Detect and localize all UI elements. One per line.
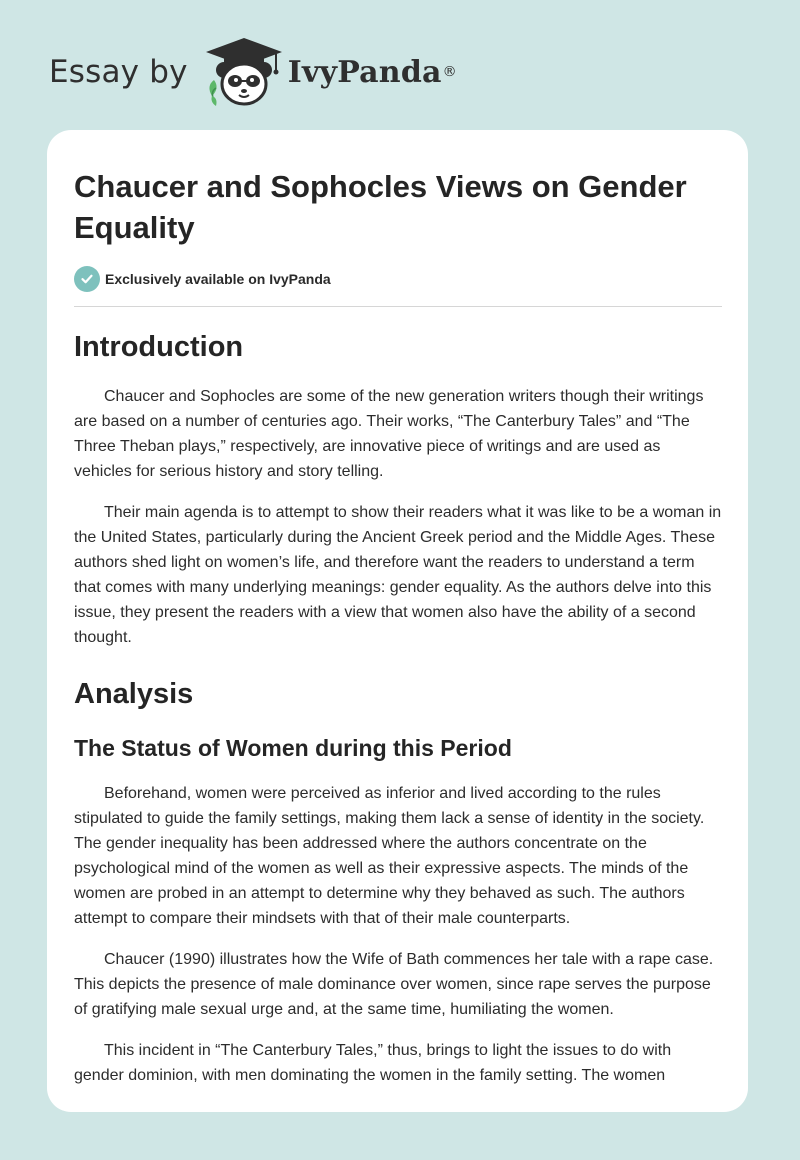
- registered-mark: ®: [442, 64, 457, 80]
- divider: [74, 306, 722, 307]
- exclusive-label: Exclusively available on IvyPanda: [105, 271, 331, 287]
- subsection-heading: The Status of Women during this Period: [74, 735, 512, 761]
- paragraph: This incident in “The Canterbury Tales,” thus, brings to light the issues to do with gender dominion, with men dominating the women in the family setting. The women: [74, 1042, 672, 1084]
- exclusive-badge: [74, 266, 722, 292]
- essay-title: Chaucer and Sophocles Views on Gender Equality: [74, 169, 687, 245]
- check-icon: [74, 266, 100, 292]
- section-heading-introduction: Introduction: [74, 331, 244, 363]
- section-heading-analysis: Analysis: [74, 678, 194, 710]
- paragraph: Chaucer (1990) illustrates how the Wife of Bath commences her tale with a rape case. This depicts the presence of male dominance over women, since rape serves the purpose of gratifying male sexual urge and, at the same time, humiliating the women.: [74, 951, 714, 1018]
- site-header: [49, 36, 457, 108]
- paragraph: Beforehand, women were perceived as inferior and lived according to the rules stipulated to guide the family settings, making them lack a sense of identity in the society. The gender inequality has been addressed where the authors concentrate on the psychological mind of the women as well as their expressive aspects. The minds of the women are probed in an attempt to determine why they behaved as such. The authors attempt to compare their mindsets with that of their male counterparts.: [74, 785, 705, 927]
- essay-by-label: Essay by: [49, 54, 188, 90]
- brand-name[interactable]: IvyPanda: [287, 54, 442, 90]
- panda-graduate-icon: [202, 36, 286, 108]
- paragraph: Chaucer and Sophocles are some of the new generation writers though their writings are based on a number of centuries ago. Their works, “The Canterbury Tales” and “The Three Theban plays,” respectively, are innovative piece of writings and are used as vehicles for serious history and story telling.: [74, 388, 704, 480]
- essay-card: [47, 130, 748, 1112]
- paragraph: Their main agenda is to attempt to show their readers what it was like to be a woman in the United States, particularly during the Ancient Greek period and the Middle Ages. These authors shed light on women’s life, and therefore want the readers to understand a term that comes with many underlying meanings: gender equality. As the authors delve into this issue, they present the readers with a view that women also have the ability of a second thought.: [74, 504, 722, 646]
